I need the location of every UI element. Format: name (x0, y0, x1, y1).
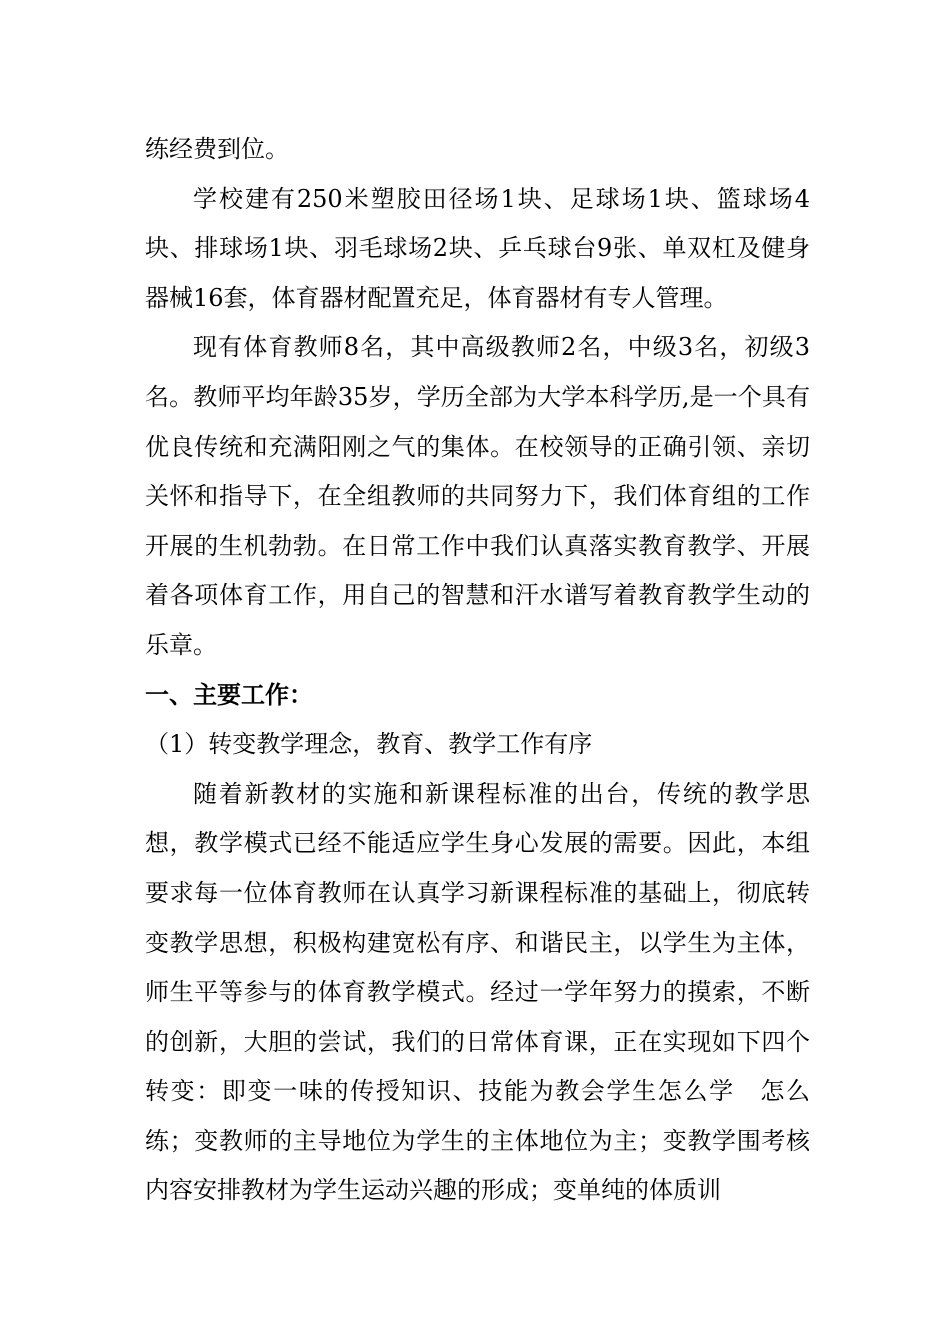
body-paragraph: 练经费到位。 (145, 135, 289, 163)
section-heading: 一、主要工作： (145, 680, 313, 709)
teachers-paragraph: 现有体育教师8名，其中高级教师2名，中级3名，初级3名。教师平均年龄35岁，学历全部为大学本科学历,是一个具有优良传统和充满阳刚之气的集体。在校领导的正确引领、亲切关怀和指导下，在全组教师的共同努力下，我们体育组的工作开展的生机勃勃。在日常工作中我们认真落实教育教学、开展着各项体育工作，用自己的智慧和汗水谱写着教育教学生动的乐章。 (145, 333, 810, 659)
subsection-heading: （1）转变教学理念，教育、教学工作有序 (145, 730, 593, 759)
facilities-paragraph: 学校建有250米塑胶田径场1块、足球场1块、篮球场4块、排球场1块、羽毛球场2块、乒乓球台9张、单双杠及健身器械16套，体育器材配置充足，体育器材有专人管理。 (145, 184, 810, 312)
document-body (145, 125, 810, 1216)
teaching-reform-paragraph: 随着新教材的实施和新课程标准的出台，传统的教学思想，教学模式已经不能适应学生身心发展的需要。因此，本组要求每一位体育教师在认真学习新课程标准的基础上，彻底转变教学思想，积极构建宽松有序、和谐民主，以学生为主体，师生平等参与的体育教学模式。经过一学年努力的摸索，不断的创新，大胆的尝试，我们的日常体育课，正在实现如下四个转变：即变一味的传授知识、技能为教会学生怎么学 怎么练；变教师的主导地位为学生的主体地位为主；变教学围考核内容安排教材为学生运动兴趣的形成；变单纯的体质训 (145, 779, 810, 1205)
